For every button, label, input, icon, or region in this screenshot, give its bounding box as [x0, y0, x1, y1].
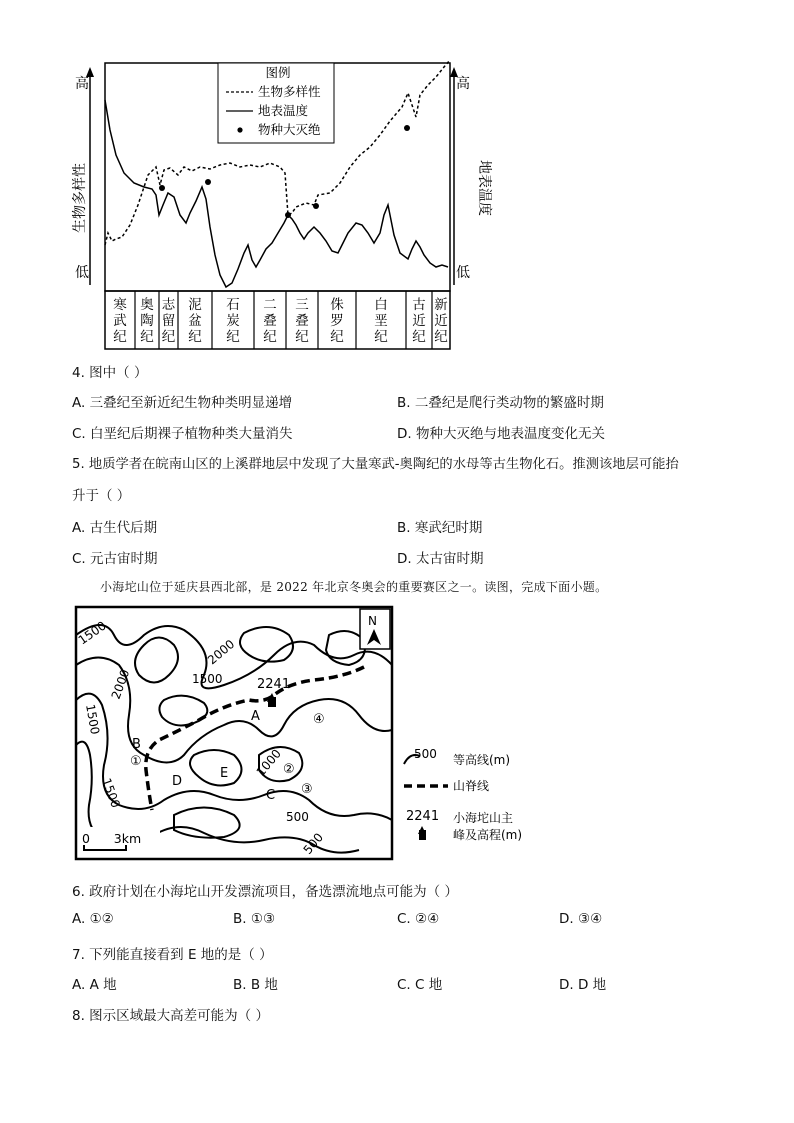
chart-legend	[218, 63, 334, 143]
right-low-label: 低	[456, 265, 470, 281]
period-label: 侏罗纪	[330, 297, 344, 345]
peak-value: 2241	[257, 677, 291, 692]
contour-label: 1500	[75, 618, 109, 648]
legend-peak-value: 2241	[406, 809, 440, 824]
q7-option-d[interactable]: D. D 地	[559, 977, 607, 993]
q4-option-a[interactable]: A. 三叠纪至新近纪生物种类明显递增	[72, 395, 293, 411]
point-4: ④	[313, 712, 325, 727]
legend-contour-label: 等高线(m)	[453, 753, 511, 767]
legend-peak-label-1: 小海坨山主	[453, 811, 514, 825]
period-label: 奥陶纪	[140, 297, 154, 345]
q5-option-b[interactable]: B. 寒武纪时期	[397, 520, 483, 536]
north-label: N	[368, 614, 377, 628]
contour-label: 1500	[192, 672, 223, 686]
period-label: 二叠纪	[263, 297, 277, 345]
extinction-dot	[285, 212, 291, 218]
extinction-dot	[313, 203, 319, 209]
period-label: 志留纪	[161, 297, 176, 345]
right-high-label: 高	[456, 76, 470, 92]
legend-item-extinction: 物种大灭绝	[258, 122, 321, 137]
q5-stem-line1: 5. 地质学者在皖南山区的上溪群地层中发现了大量寒武-奥陶纪的水母等古生物化石。推测该地层可能抬	[72, 457, 679, 472]
period-label: 白垩纪	[374, 297, 388, 345]
contour-label: 500	[286, 810, 309, 824]
q6-option-c[interactable]: C. ②④	[397, 911, 440, 927]
q5-stem-line2: 升于（ ）	[72, 488, 131, 504]
q6-option-a[interactable]: A. ①②	[72, 911, 114, 927]
point-a: A	[251, 709, 260, 724]
q7-stem: 7. 下列能直接看到 E 地的是（ ）	[72, 947, 273, 963]
legend-ridge-label: 山脊线	[453, 779, 490, 793]
period-row	[105, 291, 450, 349]
point-c: C	[266, 788, 276, 803]
left-low-label: 低	[75, 265, 89, 281]
extinction-dot	[159, 185, 165, 191]
q4-option-d[interactable]: D. 物种大灭绝与地表温度变化无关	[397, 426, 605, 442]
q8-stem: 8. 图示区域最大高差可能为（ ）	[72, 1008, 269, 1024]
legend-item-temperature: 地表温度	[258, 103, 309, 118]
period-labels	[113, 296, 448, 345]
q5-option-c[interactable]: C. 元古宙时期	[72, 551, 158, 567]
extinction-dot	[404, 125, 410, 131]
scale-label: 0 3km	[82, 831, 142, 846]
map-legend	[398, 742, 558, 852]
q6-stem: 6. 政府计划在小海坨山开发漂流项目，备选漂流地点可能为（ ）	[72, 884, 458, 900]
right-axis-label: 地表温度	[476, 160, 492, 216]
point-e: E	[220, 766, 229, 781]
contour-label: 1500	[83, 703, 103, 736]
contour-label: 1500	[99, 776, 123, 810]
left-axis-label: 生物多样性	[72, 163, 88, 233]
contour-lines	[76, 625, 392, 853]
period-label: 寒武纪	[113, 297, 127, 345]
q5-option-d[interactable]: D. 太古宙时期	[397, 551, 484, 567]
q4-option-b[interactable]: B. 二叠纪是爬行类动物的繁盛时期	[397, 395, 604, 411]
north-arrow	[360, 609, 390, 649]
q6-option-d[interactable]: D. ③④	[559, 911, 603, 927]
q7-option-b[interactable]: B. B 地	[233, 977, 278, 993]
scale-bar	[78, 827, 160, 857]
contour-label: 2000	[108, 667, 133, 702]
q4-option-c[interactable]: C. 白垩纪后期裸子植物种类大量消失	[72, 426, 293, 442]
point-b: B	[132, 737, 141, 752]
period-label: 石炭纪	[226, 297, 240, 345]
legend-title: 图例	[265, 65, 291, 80]
geologic-chart	[60, 55, 490, 355]
contour-map	[74, 605, 394, 861]
point-3: ③	[301, 782, 313, 797]
period-label: 古近纪	[412, 297, 426, 345]
contour-label: 500	[300, 830, 327, 857]
map-intro: 小海坨山位于延庆县西北部，是 2022 年北京冬奥会的重要赛区之一。读图，完成下面小题。	[100, 580, 608, 594]
q6-option-b[interactable]: B. ①③	[233, 911, 276, 927]
legend-item-biodiversity: 生物多样性	[258, 84, 321, 99]
contour-label: 1000	[253, 746, 284, 779]
point-d: D	[172, 774, 183, 789]
legend-contour-value: 500	[414, 747, 437, 761]
q5-option-a[interactable]: A. 古生代后期	[72, 520, 158, 536]
q7-option-a[interactable]: A. A 地	[72, 977, 117, 993]
left-high-label: 高	[75, 76, 89, 92]
legend-peak-label-2: 峰及高程(m)	[453, 828, 523, 842]
contour-label: 2000	[204, 636, 238, 668]
point-2: ②	[283, 762, 295, 777]
q7-option-c[interactable]: C. C 地	[397, 977, 443, 993]
period-label: 三叠纪	[295, 297, 309, 345]
point-1: ①	[130, 754, 142, 769]
extinction-dot	[205, 179, 211, 185]
period-label: 新近纪	[434, 297, 448, 345]
q4-stem: 4. 图中（ ）	[72, 365, 148, 381]
period-label: 泥盆纪	[188, 297, 202, 345]
